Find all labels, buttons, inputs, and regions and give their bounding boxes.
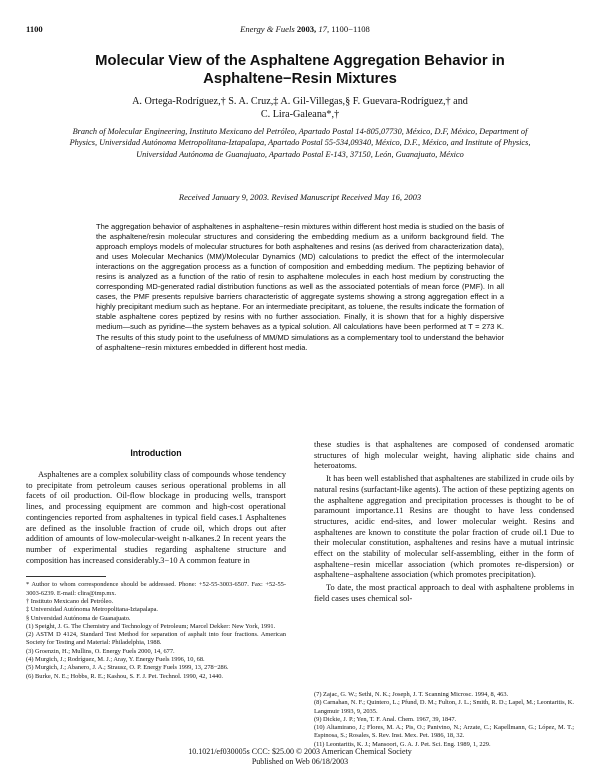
reference: (3) Groenzin, H.; Mullins, O. Energy Fuels 2000, 14, 677. [26, 647, 175, 655]
intro-paragraph-2: It has been well established that asphaltenes are stabilized in crude oils by natural resins (surfactant-like agents). The action of these peptizing agents on the asphaltene aggregation and precipitation processes is thought to be of paramount importance.11 Resins are thought to have less condensed structures, acidic end-sites, and lower molecular weight. Resins and asphaltenes are known to constitute the polar fraction of crude oil.1 Due to their molecular constitution, asphaltenes and resins have a mutual intrinsic effect on the stability of molecular self-assembling, either in the form of asphaltene−resin micellar association (which promotes re-dispersion) or asphaltene−asphaltene association (which promotes precipitation). [314, 474, 574, 580]
running-header [200, 24, 410, 35]
footnote-rule [26, 576, 106, 577]
intro-paragraph-3: To date, the most practical approach to deal with asphaltene problems in field cases uses chemical sol- [314, 583, 574, 603]
authors-line-1: A. Ortega-Rodríguez,† S. A. Cruz,‡ A. Gil-Villegas,§ F. Guevara-Rodríguez,† and [132, 96, 468, 107]
reference: (7) Zajac, G. W.; Sethi, N. K.; Joseph, J. T. Scanning Microsc. 1994, 8, 463. [314, 691, 509, 698]
intro-paragraph-1: Asphaltenes are a complex solubility class of compounds whose tendency to precipitate from petroleum causes serious operational problems in all facets of oil production. Oil-flow blockage in producing wells, transport lines, and processing equipment are common and high-cost operational contingencies reported from asphaltenes in typical field cases.1 Asphaltenes are defined as the insoluble fraction of crude oil, which drops out after addition of amounts of low-molecular-weight n-alkanes.2 In recent years the number of experimental studies regarding asphaltene structure and composition has increased considerably.3−10 A common feature in [26, 470, 286, 565]
reference: (6) Burke, N. E.; Hobbs, R. E.; Kashou, S. F. J. Pet. Technol. 1990, 42, 1440. [26, 672, 224, 680]
authors-line-2: C. Lira-Galeana*,† [260, 109, 340, 120]
received-dates: Received January 9, 2003. Revised Manuscript Received May 16, 2003 [178, 192, 422, 202]
article-title: Molecular View of the Asphaltene Aggregation Behavior in Asphaltene−Resin Mixtures [95, 53, 505, 87]
author-list [40, 95, 560, 121]
reference: (8) Carnahan, N. F.; Quintero, L.; Pfund, D. M.; Fulton, J. L.; Smith, R. D.; Lapel, M.; Leontaritis, K. Langmuir 1993, 9, 2035. [314, 699, 574, 715]
section-heading-introduction: Introduction [130, 448, 182, 458]
footnote: § Universidad Autónoma de Guanajuato. [26, 614, 131, 622]
reference: (5) Murgich, J.; Abanero, J. A.; Strausz, O. P. Energy Fuels 1999, 13, 278−286. [26, 664, 229, 672]
reference: (9) Dickie, J. P.; Yen, T. F. Anal. Chem. 1967, 39, 1847. [314, 715, 457, 723]
left-column [26, 440, 286, 681]
doi-copyright: 10.1021/ef030005s CCC: $25.00 © 2003 American Chemical Society [188, 747, 412, 756]
footnotes [26, 581, 286, 681]
published-date: Published on Web 06/18/2003 [251, 757, 349, 766]
footnote: ‡ Universidad Autónoma Metropolitana-Iztapalapa. [26, 606, 159, 614]
reference: (11) Leontaritis, K. J.; Mansoori, G. A. J. Pet. Sci. Eng. 1989, 1, 229. [314, 740, 491, 748]
abstract: The aggregation behavior of asphaltenes in asphaltene−resin mixtures within different host media is studied on the basis of the asphaltene/resin molecular structures and considering the embedding medium as a uniform background field. The approach employs models of molecular structures for both asphaltenes and resins (as derived from characterization data), and uses Molecular Mechanics (MM)/Molecular Dynamics (MD) calculations to predict the effect of the intermolecular interactions on the aggregation process as a function of composition and embedding medium. The peptizing behavior of resins is analyzed as a function of the ratio of resin to asphaltene molecules in each host medium by constructing the corresponding MD-generated radial distribution functions as well as the associated potentials of mean force (PMF). In all cases, the PMF presents repulsive barriers characteristic of aggregate systems showing a strong aggregation effect in a highly precipitant medium such as heptane. For an intermediate precipitant, as toluene, the results indicate the formation of stable asphaltene cores peptized by resins with no further association. Finally, it is shown that for a highly dispersive medium—such as pyridine—the system behaves as a typical solution. All calculations have been performed at T = 273 K. The results of this study point to the usefulness of MM/MD simulations as a complementary tool to understand the behavior of asphaltene−resin mixtures embedded in different host media. [96, 222, 504, 352]
intro-paragraph-continued: these studies is that asphaltenes are composed of condensed aromatic structures of high molecular weight, having aliphatic side chains and heteroatoms. [314, 440, 574, 471]
journal-name: Energy & Fuels [240, 24, 295, 34]
journal-volume: 17, [318, 24, 330, 34]
reference: (1) Speight, J. G. The Chemistry and Technology of Petroleum; Marcel Dekker: New York, 1991. [26, 622, 276, 630]
right-column [314, 440, 574, 605]
reference: (2) ASTM D 4124, Standard Test Method for separation of asphalt into four fractions. American Society for Testing and Material: Philadelphia, 1988. [26, 631, 286, 647]
footnote: * Author to whom correspondence should be addressed. Phone: +52-55-3003-6507. Fax: +52-55-3003-6239. E-mail: clira@imp.mx. [26, 581, 286, 597]
journal-pages: 1100−1108 [331, 24, 370, 34]
reference: (4) Murgich, J.; Rodríguez, M. J.; Aray, Y. Energy Fuels 1996, 10, 68. [26, 656, 205, 663]
page-number: 1100 [26, 24, 43, 34]
footnote: † Instituto Mexicano del Petróleo. [26, 597, 114, 605]
reference: (10) Altamirano, J.; Flores, M. A.; Pis, O.; Panivino, N.; Arzate, C.; Kapellmann, G.; López, M. T.; Espinosa, S.; Rosales, S. Rev. Inst. Mex. Pet. 1986, 18, 32. [314, 724, 574, 740]
journal-year: 2003, [296, 24, 317, 34]
affiliations: Branch of Molecular Engineering, Instituto Mexicano del Petróleo, Apartado Postal 14-805,07730, México, D.F, México, Department of Physics, Universidad Autónoma Metropolitana-Iztapalapa, Apartado Postal 55-534,09340, México, D.F., México, and Institute of Physics, Universidad Autónoma de Guanajuato, Apartado Postal E-143, 37150, León, Guanajuato, México [69, 127, 531, 159]
reference-list-right [314, 691, 574, 749]
page-footer [26, 747, 574, 767]
